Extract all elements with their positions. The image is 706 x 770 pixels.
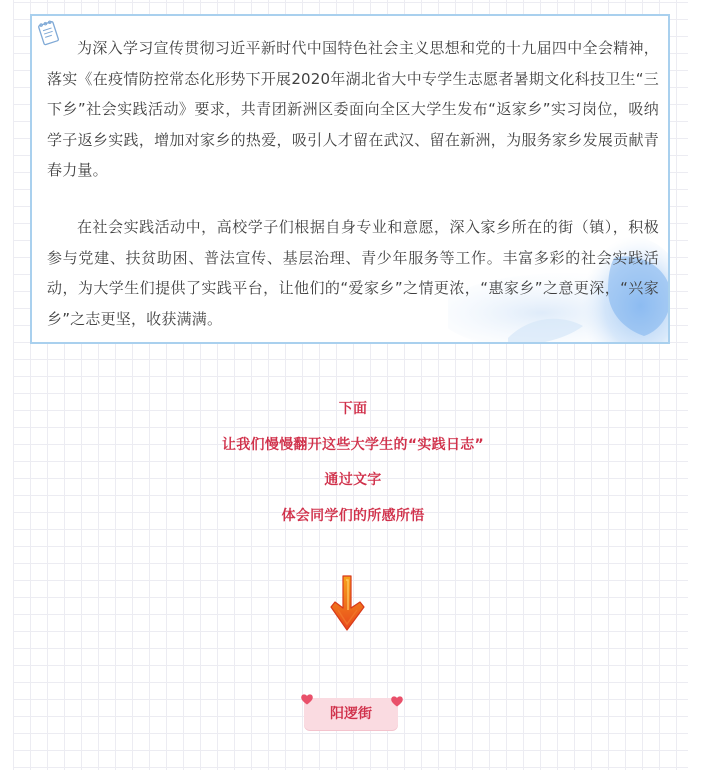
arrow-down-icon (326, 574, 370, 634)
section-tag (300, 692, 404, 734)
heart-icon (300, 692, 314, 706)
intro-line-4: 体会同学们的所感所悟 (281, 507, 425, 524)
page-margin-left (0, 0, 13, 770)
article-paragraph-2: 在社会实践活动中，高校学子们根据自身专业和意愿，深入家乡所在的街（镇），积极参与党建、扶贫助困、普法宣传、基层治理、青少年服务等工作。丰富多彩的社会实践活动，为大学生们提供了实践平台，让他们的“爱家乡”之情更浓，“惠家乡”之意更深，“兴家乡”之志更坚，收获满满。 (47, 218, 659, 328)
intro-block (0, 392, 706, 534)
intro-line-2: 让我们慢慢翻开这些大学生的“实践日志” (221, 436, 485, 453)
section-tag-label: 阳逻街 (304, 698, 398, 730)
intro-line-3: 通过文字 (324, 472, 382, 488)
article-box (30, 14, 670, 344)
intro-line-1: 下面 (338, 401, 368, 417)
article-paragraph-1: 为深入学习宣传贯彻习近平新时代中国特色社会主义思想和党的十九届四中全会精神，落实《在疫情防控常态化形势下开展2020年湖北省大中专学生志愿者暑期文化科技卫生“三下乡”社会实践活动》要求，共青团新洲区委面向全区大学生发布“返家乡”实习岗位，吸纳学子返乡实践，增加对家乡的热爱，吸引人才留在武汉、留在新洲，为服务家乡发展贡献青春力量。 (47, 39, 659, 179)
page-margin-right (688, 0, 706, 770)
heart-icon (390, 694, 404, 708)
